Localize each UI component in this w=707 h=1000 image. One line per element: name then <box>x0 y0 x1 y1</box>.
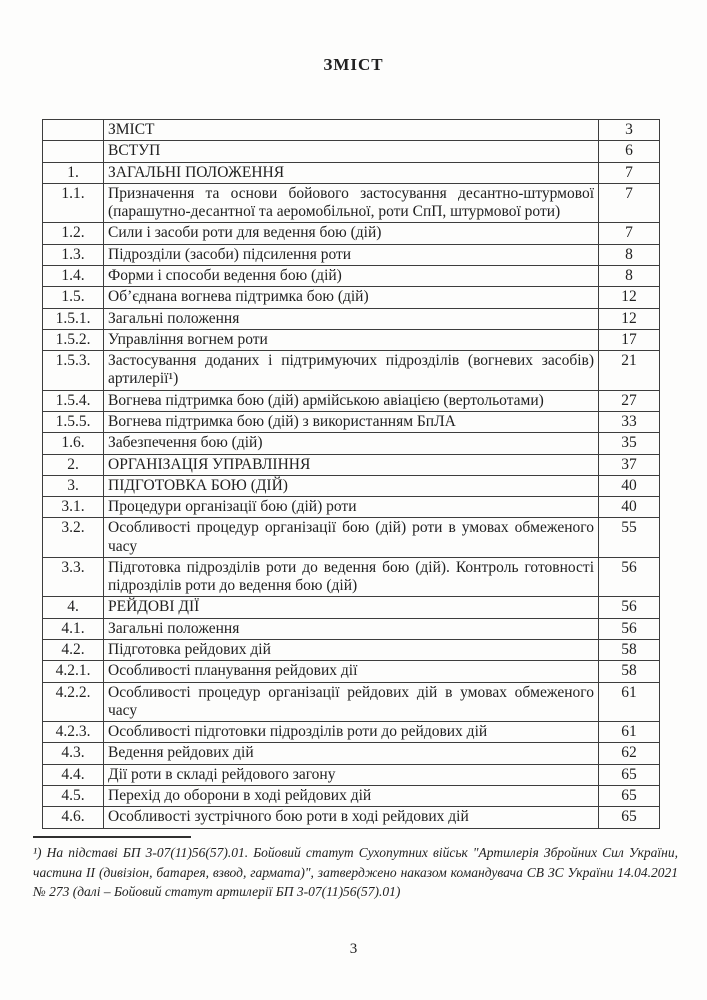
toc-entry-title: ЗАГАЛЬНІ ПОЛОЖЕННЯ <box>104 162 599 183</box>
toc-entry-page: 7 <box>599 162 660 183</box>
toc-entry-title: Дії роти в складі рейдового загону <box>104 764 599 785</box>
toc-entry-number: 4.2.2. <box>43 682 104 722</box>
table-row <box>43 518 660 558</box>
toc-entry-title: Управління вогнем роти <box>104 329 599 350</box>
toc-entry-number: 1.6. <box>43 433 104 454</box>
toc-entry-page: 56 <box>599 597 660 618</box>
toc-entry-title: Форми і способи ведення бою (дій) <box>104 265 599 286</box>
toc-table-body <box>43 120 660 829</box>
table-row <box>43 640 660 661</box>
toc-entry-page: 17 <box>599 329 660 350</box>
table-row <box>43 497 660 518</box>
toc-entry-page: 7 <box>599 223 660 244</box>
table-row <box>43 764 660 785</box>
table-row <box>43 183 660 223</box>
toc-entry-number: 1.2. <box>43 223 104 244</box>
toc-entry-number: 3.1. <box>43 497 104 518</box>
table-row <box>43 244 660 265</box>
toc-entry-number: 4.5. <box>43 786 104 807</box>
page-number: 3 <box>349 941 358 957</box>
toc-entry-number: 1.4. <box>43 265 104 286</box>
toc-entry-page: 8 <box>599 244 660 265</box>
toc-entry-number: 1.5.1. <box>43 308 104 329</box>
toc-entry-title: Вогнева підтримка бою (дій) з використанням БпЛА <box>104 411 599 432</box>
table-row <box>43 329 660 350</box>
table-row <box>43 433 660 454</box>
toc-entry-page: 65 <box>599 764 660 785</box>
toc-entry-number: 1.5.5. <box>43 411 104 432</box>
toc-entry-page: 7 <box>599 183 660 223</box>
toc-entry-title: ОРГАНІЗАЦІЯ УПРАВЛІННЯ <box>104 454 599 475</box>
toc-entry-number: 4.2.3. <box>43 722 104 743</box>
toc-entry-page: 8 <box>599 265 660 286</box>
footnote <box>33 836 678 902</box>
toc-entry-title: Загальні положення <box>104 618 599 639</box>
toc-entry-title: Сили і засоби роти для ведення бою (дій) <box>104 223 599 244</box>
toc-entry-page: 58 <box>599 661 660 682</box>
toc-entry-title: Об’єднана вогнева підтримка бою (дій) <box>104 287 599 308</box>
toc-entry-number: 3.3. <box>43 557 104 597</box>
toc-entry-page: 55 <box>599 518 660 558</box>
toc-entry-title: ЗМІСТ <box>104 120 599 141</box>
table-row <box>43 223 660 244</box>
table-row <box>43 475 660 496</box>
toc-entry-page: 40 <box>599 497 660 518</box>
table-row <box>43 661 660 682</box>
table-row <box>43 390 660 411</box>
table-row <box>43 786 660 807</box>
table-row <box>43 454 660 475</box>
toc-entry-page: 21 <box>599 351 660 391</box>
toc-entry-number: 1.5.4. <box>43 390 104 411</box>
toc-table <box>42 119 660 829</box>
table-row <box>43 351 660 391</box>
toc-entry-title: РЕЙДОВІ ДІЇ <box>104 597 599 618</box>
toc-entry-title: Загальні положення <box>104 308 599 329</box>
table-row <box>43 287 660 308</box>
toc-entry-number: 4.3. <box>43 743 104 764</box>
toc-entry-number: 4.4. <box>43 764 104 785</box>
toc-entry-title: Особливості процедур організації рейдових дій в умовах обмеженого часу <box>104 682 599 722</box>
toc-entry-page: 65 <box>599 786 660 807</box>
toc-entry-number: 1.1. <box>43 183 104 223</box>
toc-entry-page: 3 <box>599 120 660 141</box>
table-row <box>43 265 660 286</box>
table-row <box>43 597 660 618</box>
toc-entry-number: 1.5.2. <box>43 329 104 350</box>
toc-entry-title: Підготовка підрозділів роти до ведення бою (дій). Контроль готовності підрозділів роти до ведення бою (дій) <box>104 557 599 597</box>
toc-entry-title: Перехід до оборони в ході рейдових дій <box>104 786 599 807</box>
page-title: ЗМІСТ <box>323 55 384 74</box>
toc-entry-page: 62 <box>599 743 660 764</box>
toc-entry-number: 1. <box>43 162 104 183</box>
toc-entry-title: Підготовка рейдових дій <box>104 640 599 661</box>
table-row <box>43 308 660 329</box>
toc-entry-number: 4.2. <box>43 640 104 661</box>
toc-entry-page: 37 <box>599 454 660 475</box>
footnote-separator <box>33 836 191 838</box>
toc-entry-number: 1.3. <box>43 244 104 265</box>
toc-entry-page: 12 <box>599 308 660 329</box>
toc-entry-page: 6 <box>599 141 660 162</box>
toc-entry-number: 1.5.3. <box>43 351 104 391</box>
toc-entry-page: 35 <box>599 433 660 454</box>
table-row <box>43 618 660 639</box>
toc-entry-number: 4.1. <box>43 618 104 639</box>
toc-entry-page: 56 <box>599 557 660 597</box>
toc-entry-page: 33 <box>599 411 660 432</box>
table-row <box>43 682 660 722</box>
toc-entry-title: Призначення та основи бойового застосування десантно-штурмової (парашутно-десантної та аеромобільної, роти СпП, штурмової роти) <box>104 183 599 223</box>
toc-entry-number: 3. <box>43 475 104 496</box>
table-row <box>43 722 660 743</box>
toc-entry-page: 61 <box>599 722 660 743</box>
toc-entry-page: 65 <box>599 807 660 828</box>
toc-entry-title: Застосування доданих і підтримуючих підрозділів (вогневих засобів) артилерії¹) <box>104 351 599 391</box>
footnote-text: ¹) На підставі БП 3-07(11)56(57).01. Бойовий статут Сухопутних військ "Артилерія Збройних Сил України, частина II (дивізіон, батарея, взвод, гармата)", затверджено наказом командувача СВ ЗС України 14.04.2021 № 273 (далі – Бойовий статут артилерії БП 3-07(11)56(57).01) <box>33 845 678 900</box>
toc-entry-title: Підрозділи (засоби) підсилення роти <box>104 244 599 265</box>
table-row <box>43 162 660 183</box>
toc-entry-page: 58 <box>599 640 660 661</box>
toc-entry-page: 56 <box>599 618 660 639</box>
toc-entry-title: Ведення рейдових дій <box>104 743 599 764</box>
table-row <box>43 557 660 597</box>
table-row <box>43 807 660 828</box>
toc-entry-number: 3.2. <box>43 518 104 558</box>
toc-entry-title: Забезпечення бою (дій) <box>104 433 599 454</box>
toc-entry-page: 27 <box>599 390 660 411</box>
toc-entry-title: ПІДГОТОВКА БОЮ (ДІЙ) <box>104 475 599 496</box>
toc-entry-page: 12 <box>599 287 660 308</box>
toc-entry-title: ВСТУП <box>104 141 599 162</box>
toc-entry-number: 4.6. <box>43 807 104 828</box>
table-row <box>43 141 660 162</box>
table-row <box>43 120 660 141</box>
toc-entry-number: 2. <box>43 454 104 475</box>
toc-entry-title: Особливості планування рейдових дії <box>104 661 599 682</box>
toc-entry-number: 4.2.1. <box>43 661 104 682</box>
toc-entry-number: 4. <box>43 597 104 618</box>
toc-entry-page: 40 <box>599 475 660 496</box>
table-row <box>43 411 660 432</box>
toc-entry-number: 1.5. <box>43 287 104 308</box>
toc-entry-title: Особливості підготовки підрозділів роти до рейдових дій <box>104 722 599 743</box>
table-row <box>43 743 660 764</box>
toc-entry-number <box>43 120 104 141</box>
toc-entry-number <box>43 141 104 162</box>
toc-entry-title: Вогнева підтримка бою (дій) армійською авіацією (вертольотами) <box>104 390 599 411</box>
toc-entry-page: 61 <box>599 682 660 722</box>
toc-entry-title: Особливості зустрічного бою роти в ході рейдових дій <box>104 807 599 828</box>
toc-entry-title: Процедури організації бою (дій) роти <box>104 497 599 518</box>
toc-entry-title: Особливості процедур організації бою (дій) роти в умовах обмеженого часу <box>104 518 599 558</box>
